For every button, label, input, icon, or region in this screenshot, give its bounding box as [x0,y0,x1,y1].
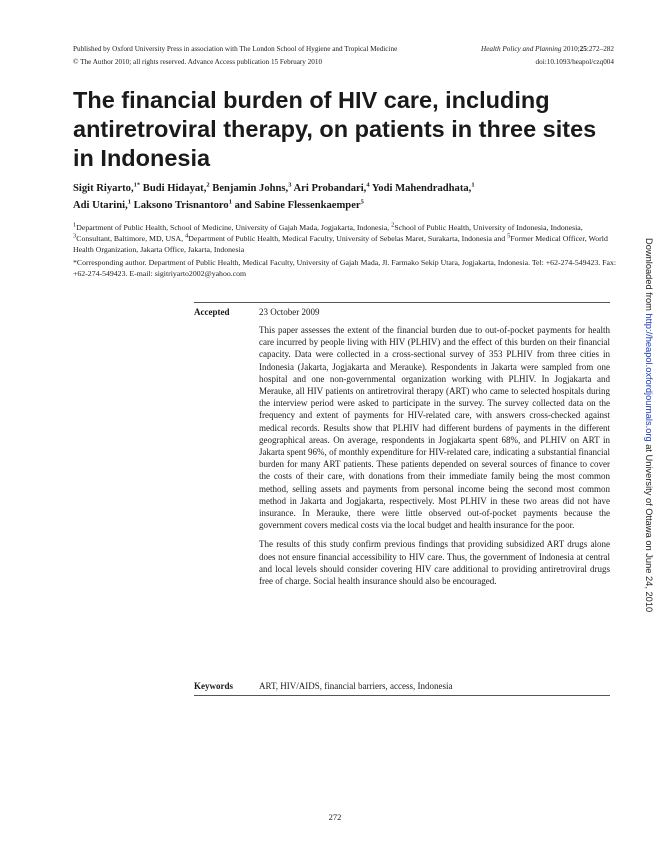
journal-name: Health Policy and Planning [481,45,562,53]
abstract-bottom-rule [194,695,610,696]
author: Adi Utarini, [73,200,128,211]
affiliation-marker: 1 [73,221,77,229]
publisher-line: Published by Oxford University Press in association with The London School of Hygiene and Tropical Medicine [73,45,398,53]
affiliation: School of Public Health, University of Indonesia, Indonesia, [394,223,583,232]
abstract-paragraph: This paper assesses the extent of the financial burden due to out-of-pocket payments for health care incurred by people living with HIV (PLHIV) and the effect of this burden on their financial capacity. Data were collected in a cross-sectional survey of 353 PLHIV from three cities in Indonesia (Jakarta, Jogjakarta and Merauke). Respondents in Jakarta were sampled from one hospital and one non-governmental organization working with PLHIV. In Jogjakarta and Merauke, all HIV patients on antiretroviral therapy (ART) who came to selected hospitals during the interview period were asked to participate in the survey. The survey collected data on the frequency and extent of payments for HIV-related care, with answers cross-checked against medical records. Results show that PLHIV had different burdens of payments in the different geographical areas. On average, respondents in Jogjakarta spent 68%, and PLHIV on ART in Jakarta spent 96%, of monthly expenditure for HIV-related care, indicating a substantial financial burden for many ART patients. These patients depended on several sources of finance to cover the costs of their care, with donations from their immediate family being the most common method, selling assets and payments from personal income being the second most common method in Jakarta and Jogjakarta, respectively. Most PLHIV in these two areas did not have insurance. In Merauke, there were little observed out-of-pocket payments because the government covers medical costs via the local budget and health insurance for the poor. [259,325,610,531]
citation-volume: 25 [579,45,587,53]
accepted-label: Accepted [194,307,230,317]
affiliation: Department of Public Health, School of Medicine, University of Gajah Mada, Jogjakarta, Indonesia, [76,223,392,232]
author-affiliation-marker: 4 [366,181,370,189]
author: and Sabine Flessenkaemper [231,200,361,211]
abstract [259,324,610,594]
keywords-label: Keywords [194,681,233,691]
affiliation-marker: 4 [184,232,189,240]
accepted-date: 23 October 2009 [259,307,320,317]
author: Laksono Trisnantoro [131,200,229,211]
citation-year: 2010; [563,45,580,53]
author-affiliation-marker: 2 [206,181,210,189]
abstract-top-rule [194,302,610,303]
keywords-list: ART, HIV/AIDS, financial barriers, access, Indonesia [259,681,453,691]
page-number: 272 [328,812,342,822]
author-list [73,180,618,214]
citation-pages: :272–282 [586,45,614,53]
author: Budi Hidayat, [140,183,207,194]
author: Ari Probandari, [291,183,367,194]
journal-site-link[interactable]: http://heapol.oxfordjournals.org [644,313,654,442]
author: Benjamin Johns, [209,183,289,194]
affiliation: Department of Public Health, Medical Faculty, University of Sebelas Maret, Surakarta, Indonesia and [188,234,508,243]
author-affiliation-marker: 1 [228,198,232,206]
author-affiliation-marker: 1 [127,198,131,206]
affiliation: Former Medical Officer, World Health Organization, Jakarta Office, Jakarta, Indonesia [73,234,608,254]
corresponding-author: *Corresponding author. Department of Public Health, Medical Faculty, University of Gajah Mada, Jl. Farmako Sekip Utara, Jogjakarta, Indonesia. Tel: +62-274-549423. Fax: +62-274-549423. E-mail: sigitriyarto2002@yahoo.com [73,258,617,278]
author: Sigit Riyarto, [73,183,134,194]
author-affiliation-marker: 1* [133,181,141,189]
author-affiliation-marker: 3 [288,181,292,189]
download-watermark [644,238,654,612]
download-suffix: at University of Ottawa on June 24, 2010 [644,441,654,613]
copyright-line: © The Author 2010; all rights reserved. Advance Access publication 15 February 2010 [73,58,323,66]
author: Yodi Mahendradhata, [369,183,472,194]
affiliation-marker: 2 [391,221,395,229]
affiliations [73,222,618,255]
article-title: The financial burden of HIV care, including antiretroviral therapy, on patients in three sites in Indonesia [73,87,597,171]
abstract-paragraph: The results of this study confirm previous findings that providing subsidized ART drugs alone does not ensure financial accessibility to HIV care. Thus, the government of Indonesia at central and local levels should consider covering HIV care additional to providing antiretroviral drugs free of charge. Social health insurance should also be encouraged. [259,539,610,587]
affiliation-marker: 3 [73,232,77,240]
download-prefix: Downloaded from [644,238,654,314]
affiliation-marker: 5 [507,232,511,240]
citation-line [394,43,614,56]
author-affiliation-marker: 1 [471,181,475,189]
header-citation [394,43,614,69]
author-affiliation-marker: 5 [360,198,364,206]
affiliation: Consultant, Baltimore, MD, USA, [76,234,185,243]
doi: doi:10.1093/heapol/czq004 [535,58,614,66]
